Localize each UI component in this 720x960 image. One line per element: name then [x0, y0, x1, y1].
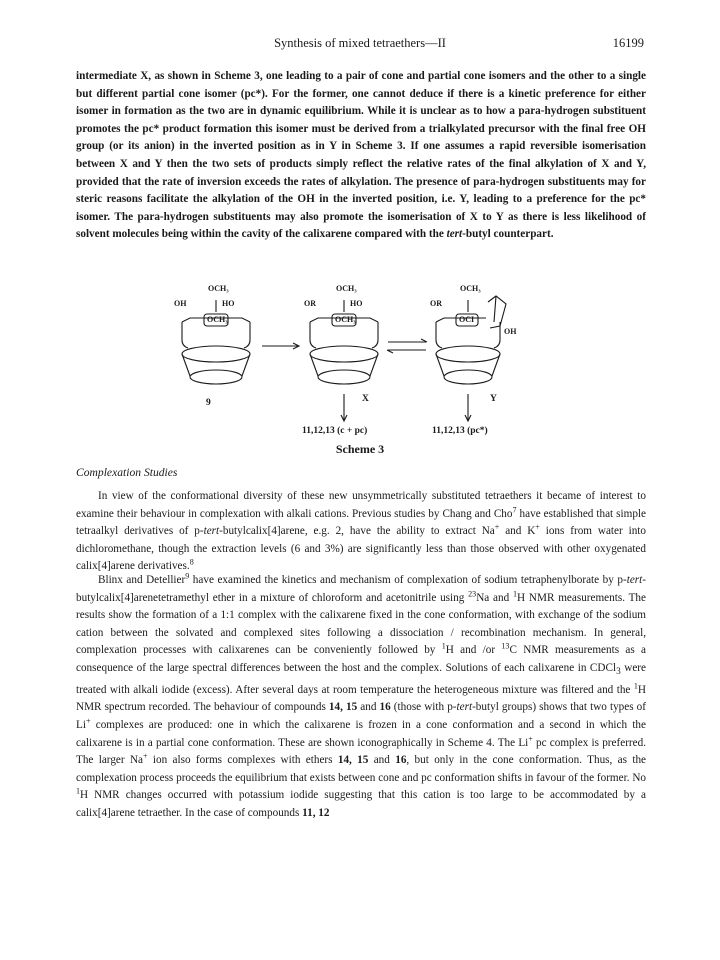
isotope-superscript: 1	[441, 641, 446, 651]
paragraph-text: (those with p-	[390, 701, 457, 714]
compound-number: 16	[379, 701, 391, 714]
och3-inner-label: OCH₃	[207, 315, 228, 324]
ho-label: HO	[222, 299, 235, 308]
reference-superscript: 7	[512, 504, 517, 514]
isotope-superscript: 13	[501, 641, 510, 651]
compound-number: 16	[395, 754, 407, 767]
paragraph-text: Blinx and Detellier	[98, 574, 186, 586]
paragraph-text: intermediate X, as shown in Scheme 3, one leading to a pair of cone and partial cone isomers and the other to a single but different partial cone isomer (pc*). For the former, one cannot deduce if there is a kinetic preference for either isomer in formation as the two are in dynamic equilibrium. While it is unclear as to how a para-hydrogen substituent promotes the pc* product formation this isomer must be derived from a trialkylated precursor with the final free OH group (or its anion) in the inverted position as in Y in Scheme 3. If one assumes a rapid reversible isomerisation between X and Y then the two sets of products simply reflect the relative rates of the final alkylation of X and Y, provided that the rate of inversion exceeds the rates of alkylation. The presence of para-hydrogen substituents may for steric reasons facilitate the alkylation of the OH in the inverted position, i.e. Y, leading to a preference for the pc* isomer. The para-hydrogen substituents may also promote the isomerisation of X to Y as there is less likelihood of solvent molecules being within the cavity of the calixarene compared with the	[76, 70, 646, 241]
calixarene-x-cone	[310, 300, 378, 384]
och3-inner-label: OCH₃	[335, 315, 356, 324]
paragraph-text: were treated with alkali iodide (excess). After several days at room temperature the heterogeneous mixture was filtered and the	[76, 661, 646, 696]
italic-tert: tert	[626, 574, 643, 586]
charge-superscript: +	[494, 522, 500, 532]
compound-label-y: Y	[490, 394, 497, 404]
isotope-superscript: 1	[513, 588, 518, 598]
paragraph-blinx-detellier	[76, 572, 646, 823]
section-heading: Complexation Studies	[76, 466, 178, 479]
paragraph-text: , but only in the cone conformation. Thus, as the complexation process proceeds the equilibrium that exists between cone and pc conformation shifts in favour of the former. No	[76, 754, 646, 784]
paragraph-text: In view of the conformational diversity of these new unsymmetrically substituted tetraethers it became of interest to examine their behaviour in complexation with alkali cations. Previous studies by Chang and Cho	[76, 490, 646, 520]
product-label-x: 11,12,13 (c + pc)	[302, 426, 368, 436]
paragraph-text: ions from water into dichloromethane, though the extraction levels (6 and 3%) are significantly less than those observed with other oxygenated calix[4]arene derivatives.	[76, 525, 646, 573]
paragraph-text: and	[357, 701, 380, 714]
charge-superscript: +	[143, 751, 148, 761]
product-arrow-x	[341, 394, 347, 421]
scheme-caption: Scheme 3	[335, 442, 385, 456]
paragraph-text: -butyl groups) shows that two types of Li	[76, 701, 646, 731]
equilibrium-arrows	[387, 339, 427, 353]
paragraph-text: H NMR changes occurred with potassium iodide suggesting that this cation is too large to be accommodated by a calix[4]arene tetraether. In the case of compounds	[76, 789, 646, 819]
paragraph-text: -butylcalix[4]arene, e.g. 2, have the ability to extract Na	[219, 525, 495, 538]
isotope-superscript: 1	[633, 681, 638, 691]
paragraph-text: Na and	[476, 591, 513, 604]
reference-superscript: 9	[185, 571, 190, 581]
scheme-3-figure	[150, 282, 570, 454]
italic-tert: tert	[446, 228, 463, 241]
paragraph-text: have examined the kinetics and mechanism of complexation of sodium tetraphenylborate by p-	[189, 574, 627, 586]
italic-tert: tert	[203, 525, 220, 538]
calixarene-y-partial-cone	[436, 296, 506, 384]
charge-superscript: +	[535, 522, 540, 532]
charge-superscript: +	[528, 733, 533, 743]
compound-number: 14, 15	[328, 701, 358, 714]
compound-label-9: 9	[206, 398, 211, 408]
isotope-superscript: 23	[468, 588, 477, 598]
paragraph-text: H and /or	[445, 644, 502, 657]
paragraph-text: H NMR spectrum recorded. The behaviour of compounds	[76, 683, 646, 714]
och3-label: OCH₃	[336, 284, 357, 293]
reference-superscript: 8	[189, 557, 194, 567]
paragraph-text: have established that simple tetraalkyl derivatives of p-	[76, 507, 647, 538]
oh-label: OH	[174, 299, 187, 308]
paragraph-text: -butylcalix[4]arenetetramethyl ether in a mixture of chloroform and acetonitrile using	[76, 574, 646, 604]
paragraph-text: H NMR measurements. The results show the formation of a 1:1 complex with the calixarene fixed in the cone conformation, with exchange of the sodium cation between the solvated and complexed sites following a dissociation / recombination mechanism. In general, complexation processes with calixarenes can be conveniently followed by	[76, 591, 646, 657]
paragraph-intermediate	[76, 68, 646, 244]
paragraph-text: pc complex is preferred. The larger Na	[76, 736, 646, 767]
or-label: OR	[430, 299, 442, 308]
page-number: 16199	[612, 36, 644, 50]
compound-number: 11, 12	[302, 806, 330, 819]
paragraph-text: C NMR measurements as a consequence of the large spectral differences between the host and the complex. Solutions of each calixarene in CDCl	[76, 644, 646, 674]
italic-tert: tert	[456, 701, 473, 714]
charge-superscript: +	[85, 716, 91, 726]
ho-label: HO	[350, 299, 363, 308]
product-arrow-y	[465, 394, 471, 421]
calixarene-9-cone	[182, 300, 250, 384]
paragraph-text: ion also forms complexes with ethers	[147, 754, 338, 767]
och3-label: OCH₃	[460, 284, 481, 293]
formula-subscript: 3	[616, 667, 621, 678]
paragraph-text: -butyl counterpart.	[462, 228, 554, 241]
compound-number: 14, 15	[337, 754, 369, 767]
product-label-y: 11,12,13 (pc*)	[432, 426, 488, 436]
och3-label: OCH₃	[208, 284, 229, 293]
ocl-label: OCI	[459, 315, 475, 324]
isotope-superscript: 1	[76, 786, 81, 796]
oh-label: OH	[504, 327, 517, 336]
compound-label-x: X	[362, 394, 369, 404]
paragraph-text: and	[368, 754, 396, 767]
paragraph-text: complexes are produced: one in which the calixarene is frozen in a cone conformation and a second in which the calixarene is in a partial cone conformation. These are shown iconographically in Scheme 4. The Li	[76, 718, 646, 749]
or-label: OR	[304, 299, 316, 308]
page-header	[0, 36, 720, 56]
paragraph-complexation-intro	[76, 488, 646, 576]
running-title: Synthesis of mixed tetraethers—II	[274, 36, 446, 50]
paragraph-text: and K	[499, 525, 536, 538]
